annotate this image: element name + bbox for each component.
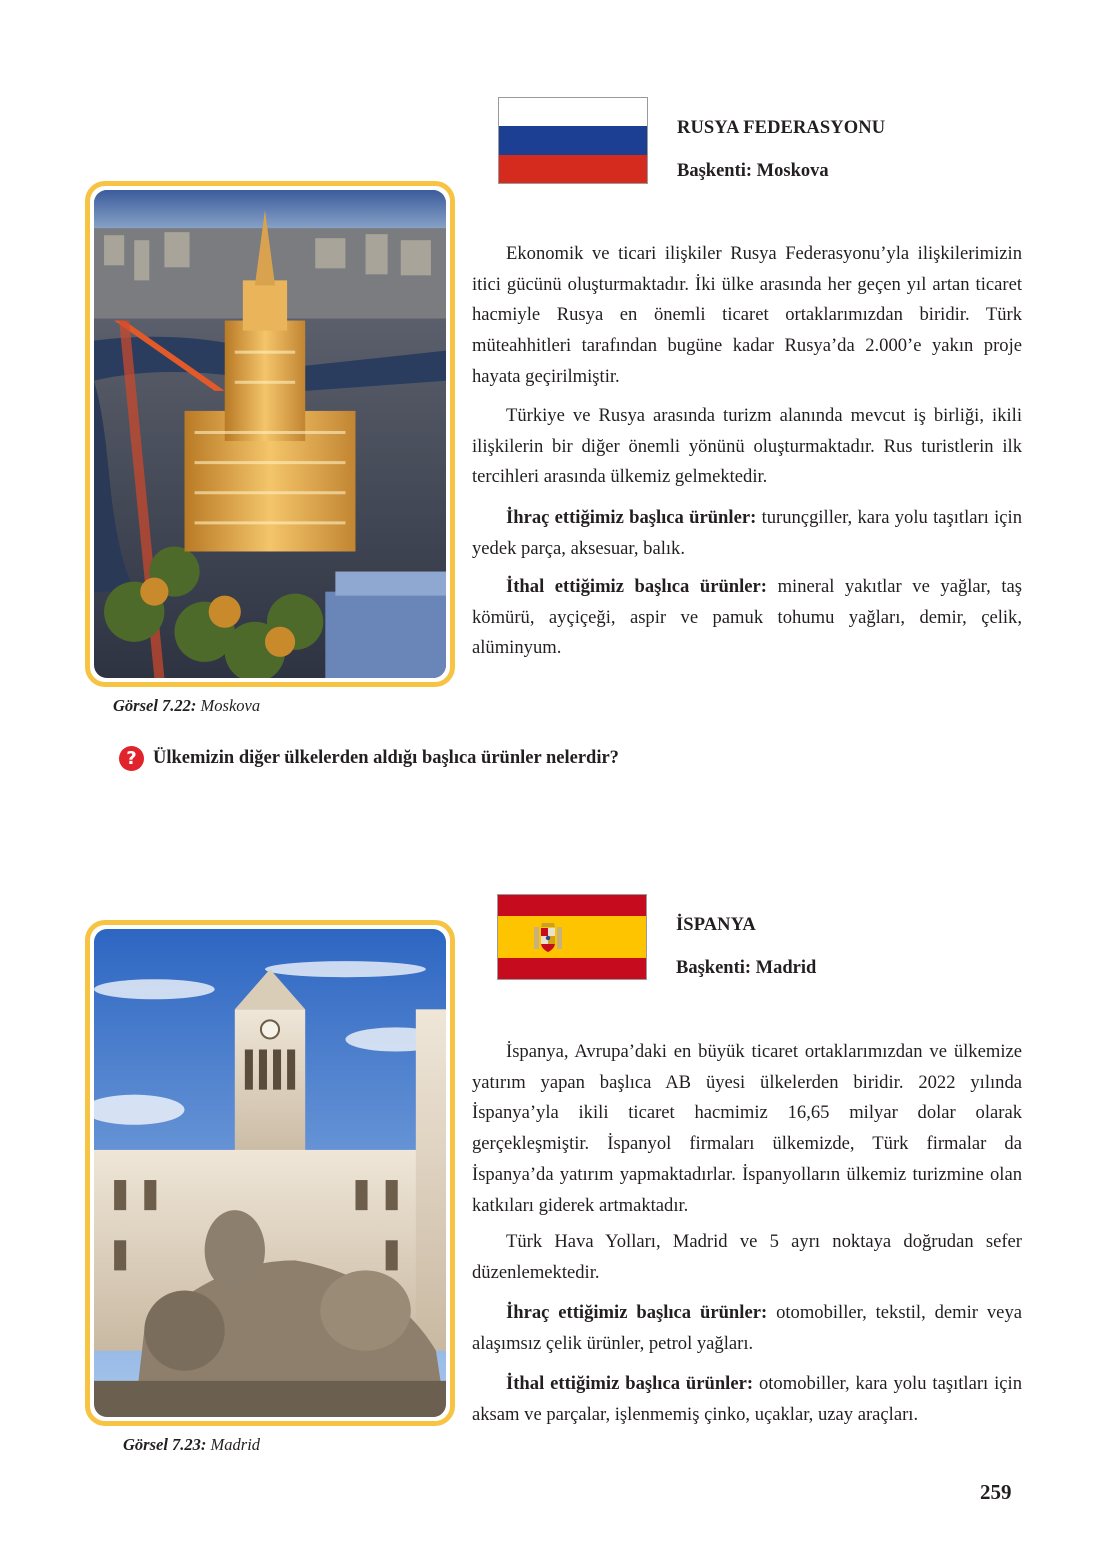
- moscow-caption-label: Görsel 7.22:: [113, 696, 197, 715]
- spain-imports: İthal ettiğimiz başlıca ürünler: otomobiller, kara yolu taşıtları için aksam ve parçalar, işlenmemiş çinko, uçaklar, uzay araçları.: [472, 1373, 1022, 1425]
- spain-paragraph-1: İspanya, Avrupa’daki en büyük ticaret ortaklarımızdan ve ülkemize yatırım yapan başlıca AB üyesi ülkelerden biridir. 2022 yılında İspanya’yla ikili ticaret hacmimiz 16,65 milyar dolar olarak gerçekleşmiştir. İspanyol firmaları ülkemizde, Türk firmalar da İspanya’da yatırım yapmaktadırlar. İspanyolların ülkemiz turizmine olan katkıları giderek artmaktadır.: [472, 1041, 1022, 1216]
- madrid-caption: [123, 1435, 260, 1455]
- russia-export-label: İhraç ettiğimiz başlıca ürünler:: [506, 507, 757, 528]
- moscow-caption: [113, 696, 260, 716]
- russia-exports: İhraç ettiğimiz başlıca ürünler: turunçgiller, kara yolu taşıtları için yedek parça, aksesuar, balık.: [472, 507, 1022, 559]
- russia-country-name: RUSYA FEDERASYONU: [677, 118, 886, 138]
- moscow-caption-text: Moskova: [200, 696, 261, 715]
- spain-import-label: İthal ettiğimiz başlıca ürünler:: [506, 1373, 754, 1394]
- question-icon: ?: [119, 746, 144, 771]
- madrid-caption-text: Madrid: [210, 1435, 261, 1454]
- moscow-photo: [94, 190, 446, 678]
- madrid-photo: [94, 929, 446, 1417]
- question-text: Ülkemizin diğer ülkelerden aldığı başlıca ürünler nelerdir?: [153, 748, 619, 768]
- russia-capital: Başkenti: Moskova: [677, 161, 829, 181]
- spain-export-label: İhraç ettiğimiz başlıca ürünler:: [506, 1302, 768, 1323]
- russia-paragraph-2: Türkiye ve Rusya arasında turizm alanında mevcut iş birliği, ikili ilişkilerin bir diğer önemli yönünü oluşturmaktadır. Rus turistlerin ilk tercihleri arasında ülkemiz gelmektedir.: [472, 405, 1022, 488]
- spain-flag: [497, 894, 647, 980]
- moscow-photo-frame: [85, 181, 455, 687]
- russia-import-label: İthal ettiğimiz başlıca ürünler:: [506, 576, 767, 597]
- spain-paragraph-2: Türk Hava Yolları, Madrid ve 5 ayrı noktaya doğrudan sefer düzenlemektedir.: [472, 1231, 1022, 1283]
- russia-flag: [498, 97, 648, 184]
- russia-imports: İthal ettiğimiz başlıca ürünler: mineral yakıtlar ve yağlar, taş kömürü, ayçiçeği, aspir ve pamuk tohumu yağları, demir, çelik, alüminyum.: [472, 576, 1022, 659]
- spain-capital: Başkenti: Madrid: [676, 958, 817, 978]
- page-number: 259: [980, 1480, 1012, 1504]
- spain-country-name: İSPANYA: [676, 915, 756, 935]
- russia-paragraph-1: Ekonomik ve ticari ilişkiler Rusya Federasyonu’yla ilişkilerimizin itici gücünü oluşturmaktadır. İki ülke arasında her geçen yıl artan ticaret hacmiyle Rusya en önemli ticaret ortaklarımızdan biridir. Türk müteahhitleri tarafından bugüne kadar Rusya’da 2.000’e yakın proje hayata geçirilmiştir.: [472, 243, 1022, 387]
- coat-of-arms-icon: [534, 921, 562, 955]
- madrid-photo-frame: [85, 920, 455, 1426]
- madrid-caption-label: Görsel 7.23:: [123, 1435, 207, 1454]
- question-box: [119, 746, 619, 771]
- spain-exports: İhraç ettiğimiz başlıca ürünler: otomobiller, tekstil, demir veya alaşımsız çelik ürünler, petrol yağları.: [472, 1302, 1022, 1354]
